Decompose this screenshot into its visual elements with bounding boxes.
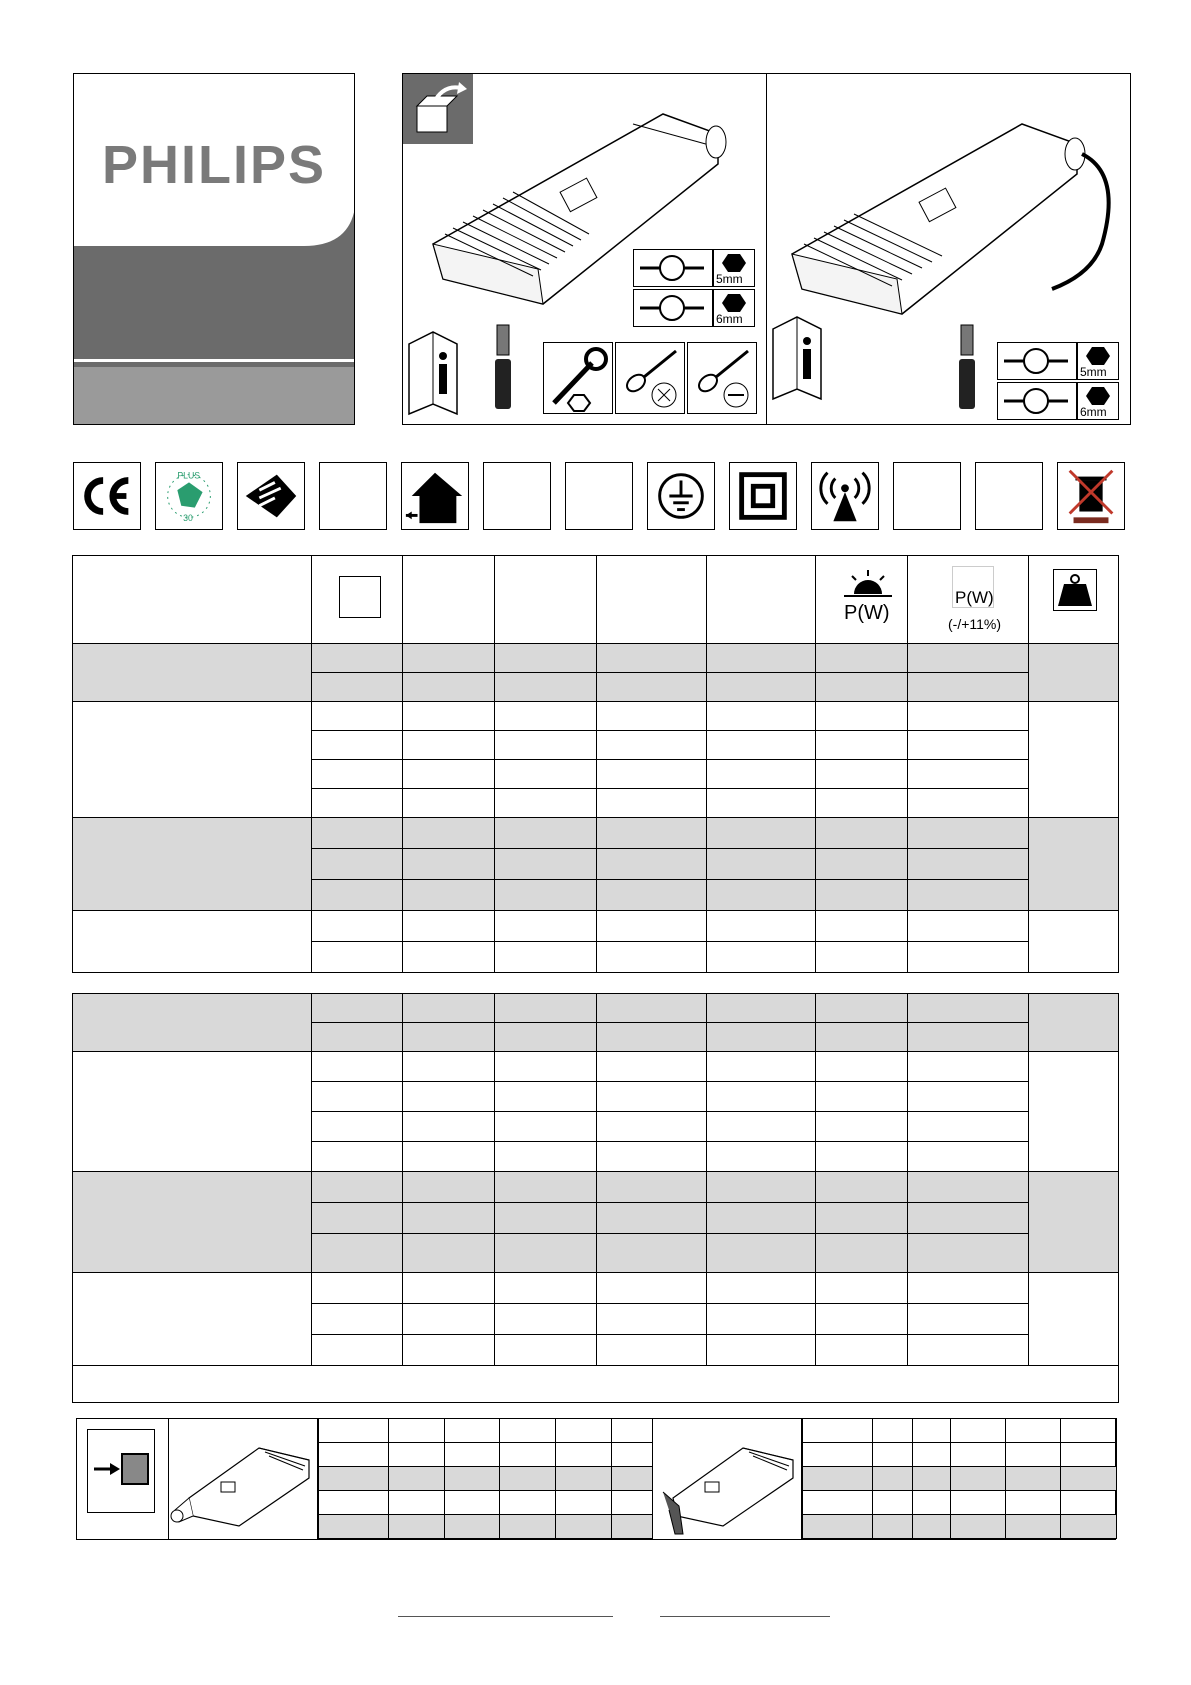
torque-driver-icon — [483, 319, 523, 419]
enec-plus-30-icon — [155, 462, 223, 530]
hex-icon — [722, 252, 746, 274]
hex-6mm-cell — [713, 289, 755, 327]
torque-spec-group — [997, 342, 1127, 422]
footer-line-right — [660, 1616, 830, 1617]
variant-table-post-top — [802, 1418, 1117, 1539]
panel-fixture-closed — [402, 73, 767, 425]
blank-icon-cell — [893, 462, 961, 530]
torque-wrench-icon — [633, 249, 713, 287]
hex-icon — [1086, 345, 1110, 367]
torque-spec-group — [633, 249, 763, 329]
manual-icon — [769, 309, 829, 409]
flat-screwdriver-icon — [687, 342, 757, 414]
torque-wrench-icon — [633, 289, 713, 327]
footer-line-left — [398, 1616, 613, 1617]
torque-wrench-icon — [997, 342, 1077, 380]
blank-icon-cell — [319, 462, 387, 530]
phillips-screwdriver-icon — [615, 342, 685, 414]
panel-fixture-wired — [766, 73, 1131, 425]
svg-text:30: 30 — [183, 513, 193, 524]
hex-size-label: 5mm — [1080, 365, 1107, 379]
tolerance-power-label: P(W) — [955, 588, 994, 607]
variant-table-side-entry — [318, 1418, 653, 1539]
square-icon — [339, 576, 381, 618]
spec-table-upper — [72, 555, 1119, 973]
enec-icon — [237, 462, 305, 530]
weight-header — [1029, 556, 1119, 644]
hex-size-label: 6mm — [716, 312, 743, 326]
luminaire-wired-illustration — [782, 94, 1122, 344]
header-row — [73, 556, 1119, 644]
indoor-use-icon — [401, 462, 469, 530]
hex-5mm-cell — [713, 249, 755, 287]
torque-wrench-icon — [997, 382, 1077, 420]
blank-icon-cell — [975, 462, 1043, 530]
weight-icon — [1053, 569, 1097, 611]
mounting-spigot-icon — [87, 1429, 155, 1513]
hex-icon — [722, 292, 746, 314]
hex-6mm-cell — [1077, 382, 1119, 420]
hex-size-label: 6mm — [1080, 405, 1107, 419]
variant-side-entry-image — [168, 1418, 318, 1540]
brand-bands — [74, 74, 355, 425]
blank-icon-cell — [483, 462, 551, 530]
hex-icon — [1086, 385, 1110, 407]
ce-mark-icon — [73, 462, 141, 530]
brand-card — [73, 73, 355, 425]
brand-logo: PHILIPS — [102, 135, 327, 195]
rated-power-label: P(W) — [844, 602, 890, 624]
rated-power-header — [816, 556, 908, 644]
torque-driver-icon — [947, 319, 987, 419]
manual-icon — [405, 324, 465, 419]
svg-text:PLUS: PLUS — [177, 470, 201, 481]
earth-ground-icon — [647, 462, 715, 530]
wrench-hex-icon — [543, 342, 613, 414]
spec-table-lower — [72, 993, 1119, 1403]
blank-icon-cell — [565, 462, 633, 530]
class-ii-icon — [729, 462, 797, 530]
tolerance-label: (-/+11%) — [948, 616, 1002, 632]
weee-bin-icon — [1057, 462, 1125, 530]
hex-5mm-cell — [1077, 342, 1119, 380]
tolerance-power-header — [908, 556, 1029, 644]
rf-emission-icon — [811, 462, 879, 530]
hex-size-label: 5mm — [716, 272, 743, 286]
sun-lamp-icon — [840, 568, 896, 600]
header-square-cell — [312, 556, 403, 644]
variant-post-top-image — [652, 1418, 802, 1540]
